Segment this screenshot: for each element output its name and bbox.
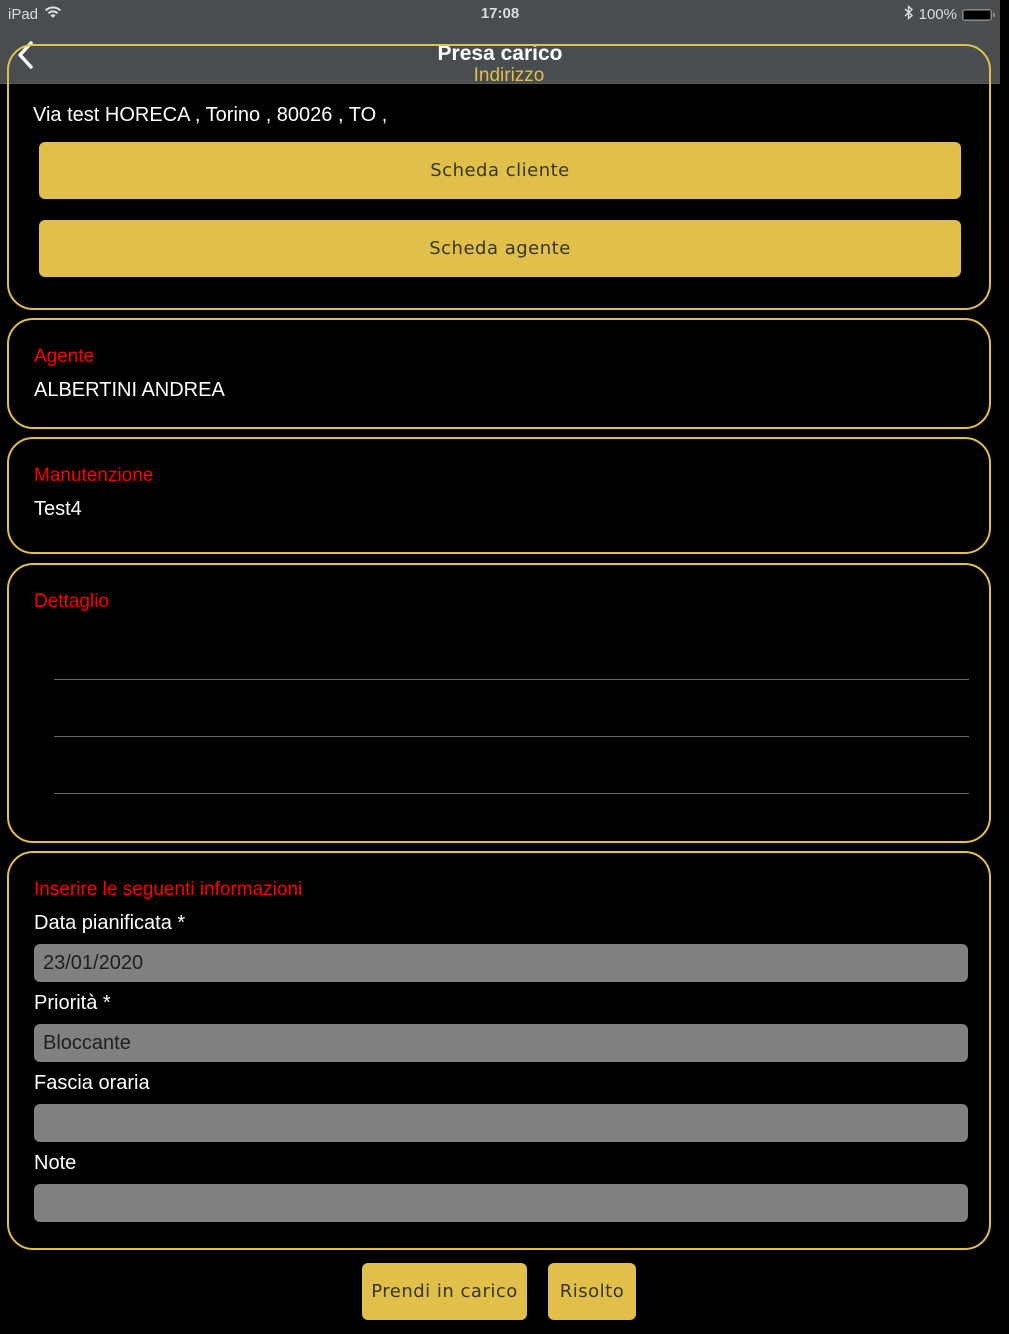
planned-date-input[interactable]: 23/01/2020 (34, 944, 968, 982)
priority-input[interactable]: Bloccante (34, 1024, 968, 1062)
detail-line (54, 736, 969, 737)
maintenance-card (7, 437, 991, 554)
status-right (904, 5, 992, 24)
address-label: Indirizzo (473, 65, 545, 86)
form-heading: Inserire le seguenti informazioni (34, 879, 303, 900)
notes-input[interactable] (34, 1184, 968, 1222)
time-slot-label: Fascia oraria (34, 1072, 150, 1094)
battery-icon (962, 9, 992, 21)
priority-label: Priorità * (34, 992, 111, 1014)
agent-card-button[interactable]: Scheda agente (39, 220, 961, 277)
planned-date-label: Data pianificata * (34, 912, 186, 934)
detail-line (54, 679, 969, 680)
detail-line (54, 793, 969, 794)
maintenance-value: Test4 (34, 498, 82, 520)
page-title: Presa carico (437, 42, 563, 65)
scroll-content[interactable] (0, 65, 1000, 1334)
detail-label: Dettaglio (34, 591, 109, 612)
agent-card (7, 318, 991, 429)
take-charge-button[interactable]: Prendi in carico (362, 1263, 527, 1320)
status-bar (0, 0, 1000, 28)
resolved-button[interactable]: Risolto (548, 1263, 636, 1320)
agent-label: Agente (34, 346, 95, 367)
status-time: 17:08 (480, 5, 520, 22)
detail-card (7, 563, 991, 843)
bluetooth-icon (904, 5, 914, 24)
time-slot-input[interactable] (34, 1104, 968, 1142)
device-name: iPad (8, 5, 39, 23)
agent-value: ALBERTINI ANDREA (34, 379, 225, 401)
detail-text-area[interactable] (54, 625, 969, 795)
maintenance-label: Manutenzione (34, 465, 154, 486)
notes-label: Note (34, 1152, 77, 1174)
address-value: Via test HORECA , Torino , 80026 , TO , (33, 104, 388, 126)
battery-percent: 100% (918, 6, 957, 23)
customer-card-button[interactable]: Scheda cliente (39, 142, 961, 199)
form-card (7, 851, 991, 1250)
